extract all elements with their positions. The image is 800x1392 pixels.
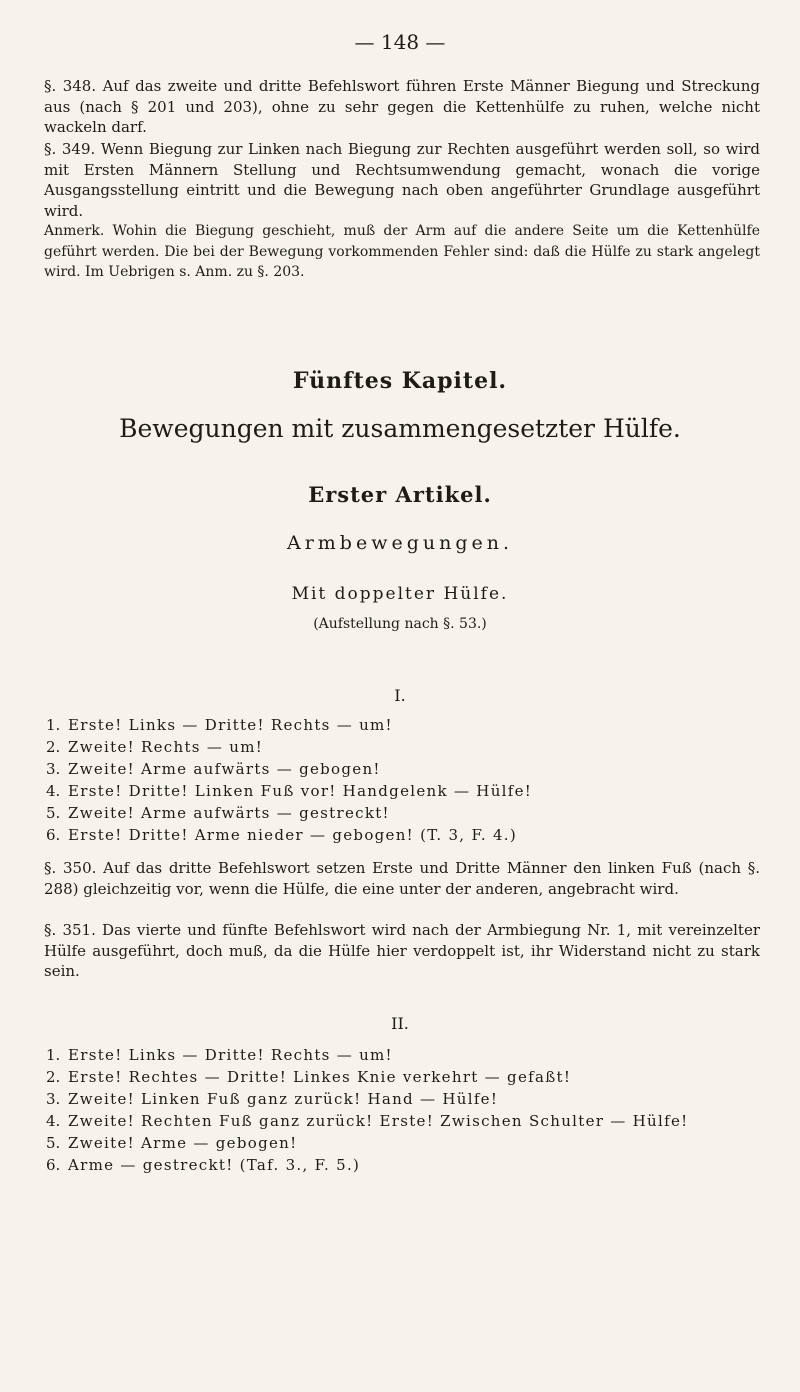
part-two-label: II. [391,1014,409,1033]
command-item [46,714,760,736]
command-text: Zweite! Rechten Fuß ganz zurück! Erste! Zwischen Schulter — Hülfe! [68,1112,689,1130]
command-item [46,1066,760,1088]
command-item [46,1154,760,1176]
command-item [46,802,760,824]
command-item [46,758,760,780]
command-text: Zweite! Arme aufwärts — gebogen! [68,760,381,778]
part-one-commands [46,714,760,846]
chapter-subtitle: Bewegungen mit zusammengesetzter Hülfe. [119,414,681,443]
chapter-title: Fünftes Kapitel. [292,368,508,394]
command-number: 6. [46,1156,61,1174]
command-item [46,1044,760,1066]
command-number: 3. [46,1090,61,1108]
part-one-label: I. [394,686,406,705]
command-item [46,736,760,758]
command-text: Arme — gestreckt! (Taf. 3., F. 5.) [68,1156,361,1174]
section-title: Armbewegungen. [286,532,514,554]
page-number: — 148 — [354,30,446,54]
command-text: Erste! Links — Dritte! Rechts — um! [68,1046,393,1064]
paragraph-349: §. 349. Wenn Biegung zur Linken nach Biegung zur Rechten ausgeführt werden soll, so wird mit Ersten Männern Stellung und Rechtsumwendung gemacht, wonach die vorige Ausgangsstellung eintritt und die Bewegung nach oben angeführter Grundlage ausgeführt wird. [44,140,760,220]
remark-paragraph: Anmerk. Wohin die Biegung geschieht, muß der Arm auf die andere Seite um die Kettenhülfe geführt werden. Die bei der Bewegung vorkommenden Fehler sind: daß die Hülfe zu stark angelegt wird. Im Uebrigen s. Anm. zu §. 203. [44,223,760,280]
setup-note: (Aufstellung nach §. 53.) [313,616,487,632]
command-number: 2. [46,738,61,756]
paragraph-348: §. 348. Auf das zweite und dritte Befehlswort führen Erste Männer Biegung und Streckung aus (nach § 201 und 203), ohne zu sehr gegen die Kettenhülfe zu ruhen, welche nicht wackeln darf. [44,77,760,136]
command-text: Erste! Dritte! Arme nieder — gebogen! (T. 3, F. 4.) [68,826,518,844]
command-item [46,1088,760,1110]
command-item [46,780,760,802]
command-number: 4. [46,1112,61,1130]
command-text: Zweite! Arme aufwärts — gestreckt! [68,804,390,822]
command-text: Zweite! Rechts — um! [68,738,264,756]
command-text: Zweite! Linken Fuß ganz zurück! Hand — Hülfe! [68,1090,499,1108]
command-text: Erste! Links — Dritte! Rechts — um! [68,716,393,734]
paragraph-351: §. 351. Das vierte und fünfte Befehlswort wird nach der Armbiegung Nr. 1, mit vereinzelter Hülfe ausgeführt, doch muß, da die Hülfe hier verdoppelt ist, ihr Widerstand nicht zu stark sein. [44,921,760,980]
command-number: 3. [46,760,61,778]
command-number: 5. [46,804,61,822]
command-item [46,824,760,846]
command-text: Erste! Rechtes — Dritte! Linkes Knie verkehrt — gefaßt! [68,1068,572,1086]
command-item [46,1132,760,1154]
command-number: 5. [46,1134,61,1152]
command-number: 6. [46,826,61,844]
part-two-commands [46,1044,760,1176]
command-number: 2. [46,1068,61,1086]
command-number: 4. [46,782,61,800]
command-number: 1. [46,1046,61,1064]
command-text: Erste! Dritte! Linken Fuß vor! Handgelenk — Hülfe! [68,782,533,800]
article-title: Erster Artikel. [308,482,492,507]
command-number: 1. [46,716,61,734]
command-item [46,1110,760,1132]
subsection-title: Mit doppelter Hülfe. [291,584,509,604]
command-text: Zweite! Arme — gebogen! [68,1134,298,1152]
paragraph-350: §. 350. Auf das dritte Befehlswort setzen Erste und Dritte Männer den linken Fuß (nach §. 288) gleichzeitig vor, wenn die Hülfe, die eine unter der anderen, angebracht wird. [44,859,760,898]
